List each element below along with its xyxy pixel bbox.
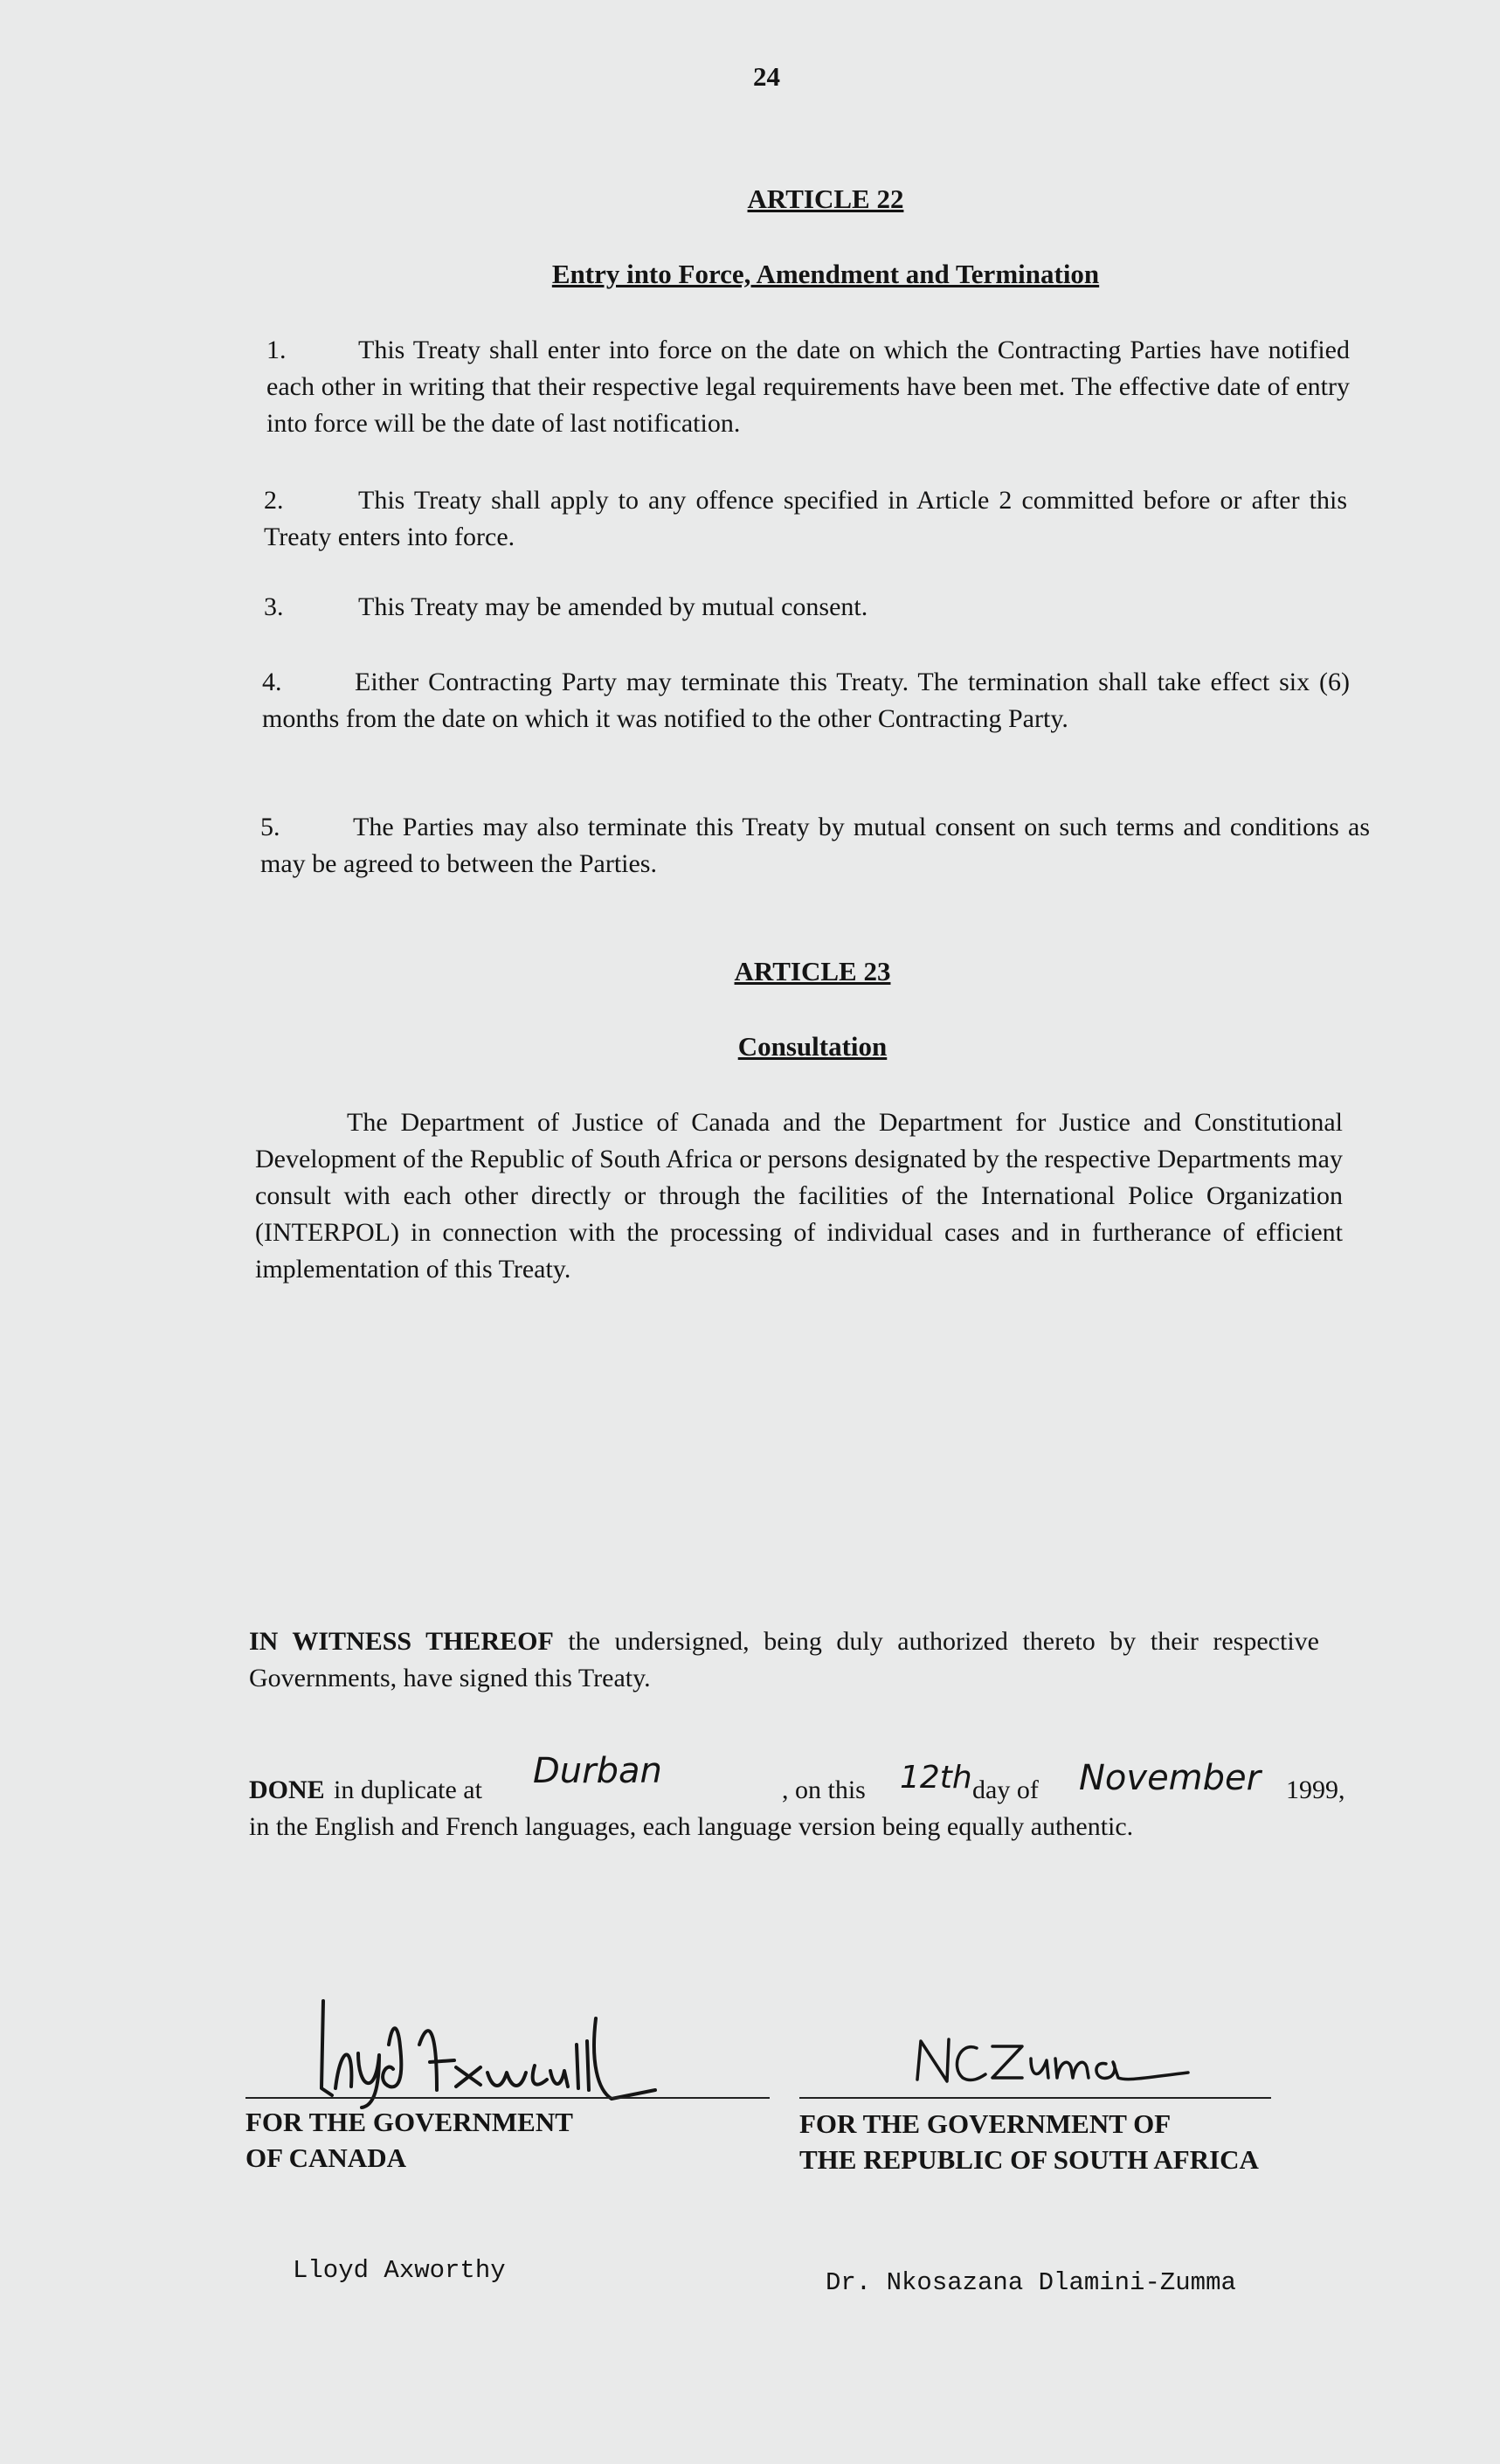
para-text: This Treaty may be amended by mutual consent.: [358, 592, 868, 621]
article-22-para-1: [266, 332, 1350, 442]
south-africa-caption-line-1: FOR THE GOVERNMENT OF: [799, 2108, 1172, 2139]
done-text-2: , on this: [782, 1775, 866, 1804]
done-line-1: [249, 1751, 1385, 1807]
article-22-heading: ARTICLE 22: [747, 183, 904, 214]
done-year: 1999,: [1286, 1775, 1345, 1804]
para-text: The Parties may also terminate this Treaty by mutual consent on such terms and conditions as may be agreed to between the Parties.: [260, 813, 1370, 878]
witness-clause: [249, 1623, 1319, 1697]
done-line-2: in the English and French languages, each language version being equally authentic.: [249, 1812, 1134, 1841]
handwritten-month: November: [1079, 1758, 1262, 1798]
canada-signature-image: [306, 1992, 673, 2114]
canada-signature-line: [245, 2097, 770, 2099]
south-africa-signature-image: [909, 2029, 1206, 2099]
article-22-para-4: [262, 664, 1350, 737]
south-africa-caption: [799, 2106, 1259, 2177]
canada-caption-line-1: FOR THE GOVERNMENT: [245, 2107, 573, 2137]
article-22-subheading: Entry into Force, Amendment and Termination: [551, 259, 1100, 289]
para-text: This Treaty shall apply to any offence specified in Article 2 committed before or after this Treaty enters into force.: [264, 486, 1347, 551]
south-africa-signature-line: [799, 2097, 1271, 2099]
article-22-para-5: [260, 809, 1370, 882]
witness-text: the undersigned, being duly authorized thereto by their respective Governments, have signed this Treaty.: [249, 1627, 1319, 1692]
done-text-1: in duplicate at: [334, 1775, 482, 1804]
para-number: 3.: [264, 592, 284, 621]
article-23-subheading: Consultation: [737, 1031, 888, 1062]
done-text-3: day of: [972, 1775, 1039, 1804]
para-text: This Treaty shall enter into force on the date on which the Contracting Parties have notified each other in writing that their respective legal requirements have been met. The effective date of entry into force will be the date of last notification.: [266, 336, 1350, 438]
para-number: 4.: [262, 668, 282, 696]
done-lead: DONE: [249, 1775, 325, 1804]
canada-signatory-name: Lloyd Axworthy: [293, 2256, 506, 2285]
article-23-heading: ARTICLE 23: [734, 956, 891, 986]
para-number: 1.: [266, 336, 287, 364]
canada-caption-line-2: OF CANADA: [245, 2142, 406, 2173]
south-africa-signatory-name: Dr. Nkosazana Dlamini-Zumma: [826, 2268, 1236, 2297]
handwritten-place: Durban: [533, 1751, 662, 1791]
page-number: 24: [753, 61, 780, 92]
para-number: 5.: [260, 813, 280, 841]
done-clause: [249, 1751, 1385, 1845]
article-22-para-3: [264, 589, 1347, 626]
handwritten-day: 12th: [900, 1760, 972, 1796]
article-23-text: The Department of Justice of Canada and the Department for Justice and Constitutional Development of the Republic of South Africa or persons designated by the respective Departments may consult with each other directly or through the facilities of the International Police Organization (INTERPOL) in connection with the processing of individual cases and in furtherance of efficient implementation of this Treaty.: [255, 1108, 1343, 1284]
south-africa-caption-line-2: THE REPUBLIC OF SOUTH AFRICA: [799, 2144, 1259, 2175]
canada-caption: [245, 2104, 573, 2176]
witness-lead: IN WITNESS THEREOF: [249, 1627, 554, 1656]
para-number: 2.: [264, 486, 284, 515]
para-text: Either Contracting Party may terminate this Treaty. The termination shall take effect six (6) months from the date on which it was notified to the other Contracting Party.: [262, 668, 1350, 733]
article-22-para-2: [264, 482, 1347, 556]
